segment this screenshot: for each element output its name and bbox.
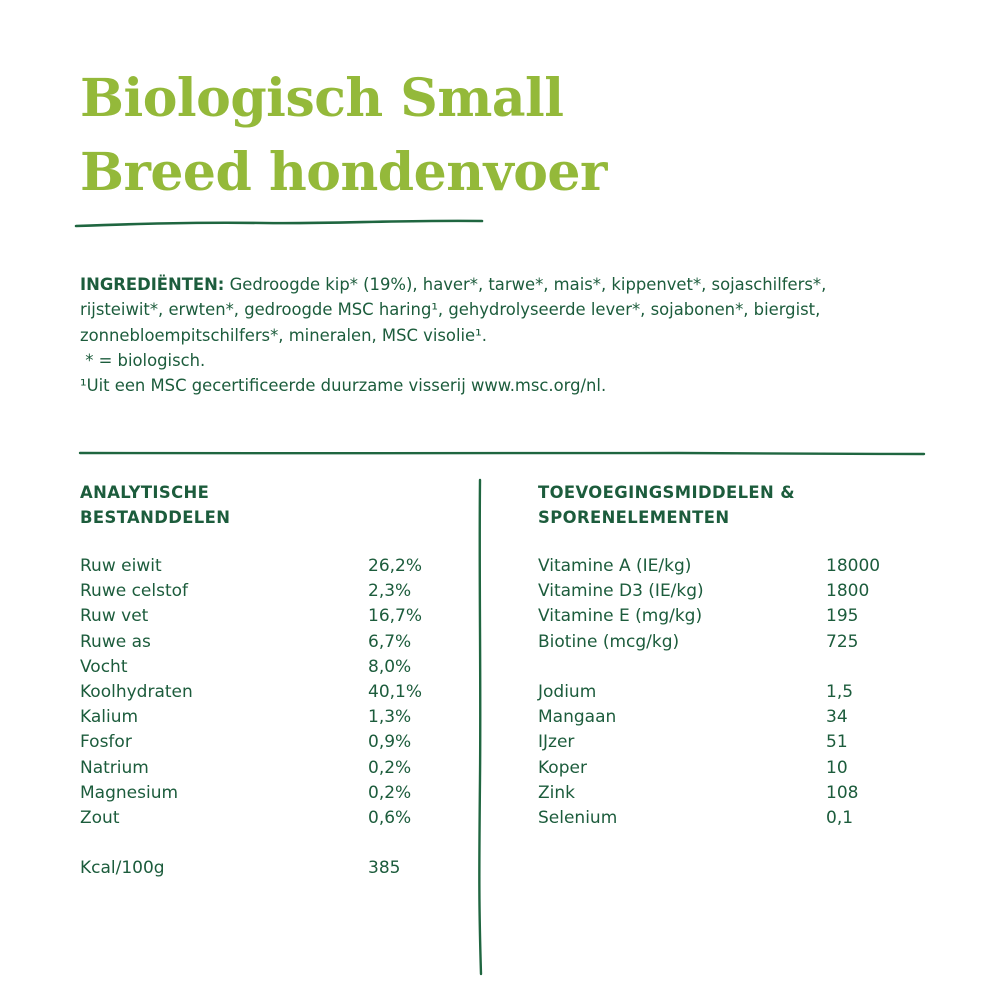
ingredients-text-1: Gedroogde kip* (19%), haver*, tarwe*, mais*, kippenvet*, sojaschilfers*, xyxy=(229,275,827,294)
additives-table xyxy=(538,554,938,831)
nutrient-value: 26,2% xyxy=(368,556,423,576)
nutrient-value: 16,7% xyxy=(368,606,423,627)
additive-name: Vitamine D3 (IE/kg) xyxy=(538,581,704,602)
additive-value: 1800 xyxy=(826,581,870,602)
nutrient-name: Kalium xyxy=(80,707,139,728)
additives-heading-line-1: TOEVOEGINGSMIDDELEN & xyxy=(538,483,795,502)
energy-label: Kcal/100g xyxy=(80,858,165,879)
trace-element-row xyxy=(538,730,938,755)
additives-heading-line-2: SPORENELEMENTEN xyxy=(538,508,730,528)
nutrient-name: Ruw eiwit xyxy=(80,556,162,576)
nutrient-value: 6,7% xyxy=(368,631,412,652)
ingredients-line-1 xyxy=(80,272,940,297)
nutrient-value: 40,1% xyxy=(368,681,423,702)
title-line-1: Biologisch Small xyxy=(80,68,564,129)
trace-element-row xyxy=(538,806,938,831)
product-title xyxy=(80,62,607,210)
trace-element-row xyxy=(538,680,938,705)
additive-name: Biotine (mcg/kg) xyxy=(538,631,680,652)
analytic-row xyxy=(80,705,460,730)
vitamin-row xyxy=(538,630,938,655)
title-line-2: Breed hondenvoer xyxy=(80,142,607,203)
additive-name: Selenium xyxy=(538,807,618,828)
analytic-row xyxy=(80,579,460,604)
trace-element-row xyxy=(538,756,938,781)
nutrient-value: 8,0% xyxy=(368,656,412,677)
additive-name: Koper xyxy=(538,757,587,778)
nutrient-value: 1,3% xyxy=(368,707,412,728)
nutrient-name: Fosfor xyxy=(80,732,132,753)
additive-value: 108 xyxy=(826,782,859,803)
nutrient-name: Koolhydraten xyxy=(80,681,193,702)
analytic-row xyxy=(80,655,460,680)
title-underline xyxy=(74,216,486,234)
vitamin-row xyxy=(538,579,938,604)
additive-value: 18000 xyxy=(826,556,881,576)
ingredients-label: INGREDIËNTEN: xyxy=(80,275,225,294)
nutrient-name: Natrium xyxy=(80,757,149,778)
analytic-heading-line-1: ANALYTISCHE xyxy=(80,483,210,502)
energy-value: 385 xyxy=(368,858,401,879)
analytic-heading-line-2: BESTANDDELEN xyxy=(80,508,231,528)
analytic-heading xyxy=(80,480,230,531)
ingredients-line-3: zonnebloempitschilfers*, mineralen, MSC visolie¹. xyxy=(80,325,487,345)
section-divider xyxy=(78,446,928,460)
nutrient-value: 2,3% xyxy=(368,581,412,602)
analytic-row xyxy=(80,554,460,579)
trace-element-row xyxy=(538,705,938,730)
analytic-row xyxy=(80,806,460,831)
organic-footnote: * = biologisch. xyxy=(80,350,206,370)
analytic-row xyxy=(80,604,460,629)
trace-element-row xyxy=(538,781,938,806)
vitamin-row xyxy=(538,554,938,579)
additive-name: Vitamine A (IE/kg) xyxy=(538,556,692,576)
analytic-row xyxy=(80,630,460,655)
additive-value: 195 xyxy=(826,606,859,627)
analytic-table xyxy=(80,554,460,881)
additive-value: 51 xyxy=(826,732,848,753)
nutrient-value: 0,2% xyxy=(368,782,412,803)
msc-footnote: ¹Uit een MSC gecertificeerde duurzame visserij www.msc.org/nl. xyxy=(80,376,607,396)
ingredients-line-2: rijsteiwit*, erwten*, gedroogde MSC haring¹, gehydrolyseerde lever*, sojabonen*, biergist, xyxy=(80,300,821,320)
additive-name: Jodium xyxy=(538,681,597,702)
analytic-row xyxy=(80,756,460,781)
additive-name: Mangaan xyxy=(538,707,617,728)
additive-name: Vitamine E (mg/kg) xyxy=(538,606,703,627)
row-spacer xyxy=(538,655,938,680)
energy-row xyxy=(80,856,460,881)
column-divider xyxy=(472,478,488,978)
nutrient-value: 0,2% xyxy=(368,757,412,778)
nutrient-name: Ruw vet xyxy=(80,606,149,627)
additive-name: Zink xyxy=(538,782,575,803)
additive-value: 34 xyxy=(826,707,848,728)
ingredients-block xyxy=(80,272,940,398)
nutrient-name: Zout xyxy=(80,807,120,828)
additive-value: 725 xyxy=(826,631,859,652)
nutrient-name: Magnesium xyxy=(80,782,179,803)
analytic-row xyxy=(80,781,460,806)
additive-value: 1,5 xyxy=(826,681,854,702)
nutrient-value: 0,9% xyxy=(368,732,412,753)
row-spacer xyxy=(80,831,460,856)
nutrient-name: Ruwe as xyxy=(80,631,151,652)
additive-value: 0,1 xyxy=(826,807,854,828)
analytic-row xyxy=(80,730,460,755)
vitamin-row xyxy=(538,604,938,629)
nutrient-name: Vocht xyxy=(80,656,128,677)
nutrient-value: 0,6% xyxy=(368,807,412,828)
nutrient-name: Ruwe celstof xyxy=(80,581,189,602)
additives-heading xyxy=(538,480,795,531)
analytic-row xyxy=(80,680,460,705)
additive-name: IJzer xyxy=(538,732,575,753)
additive-value: 10 xyxy=(826,757,848,778)
